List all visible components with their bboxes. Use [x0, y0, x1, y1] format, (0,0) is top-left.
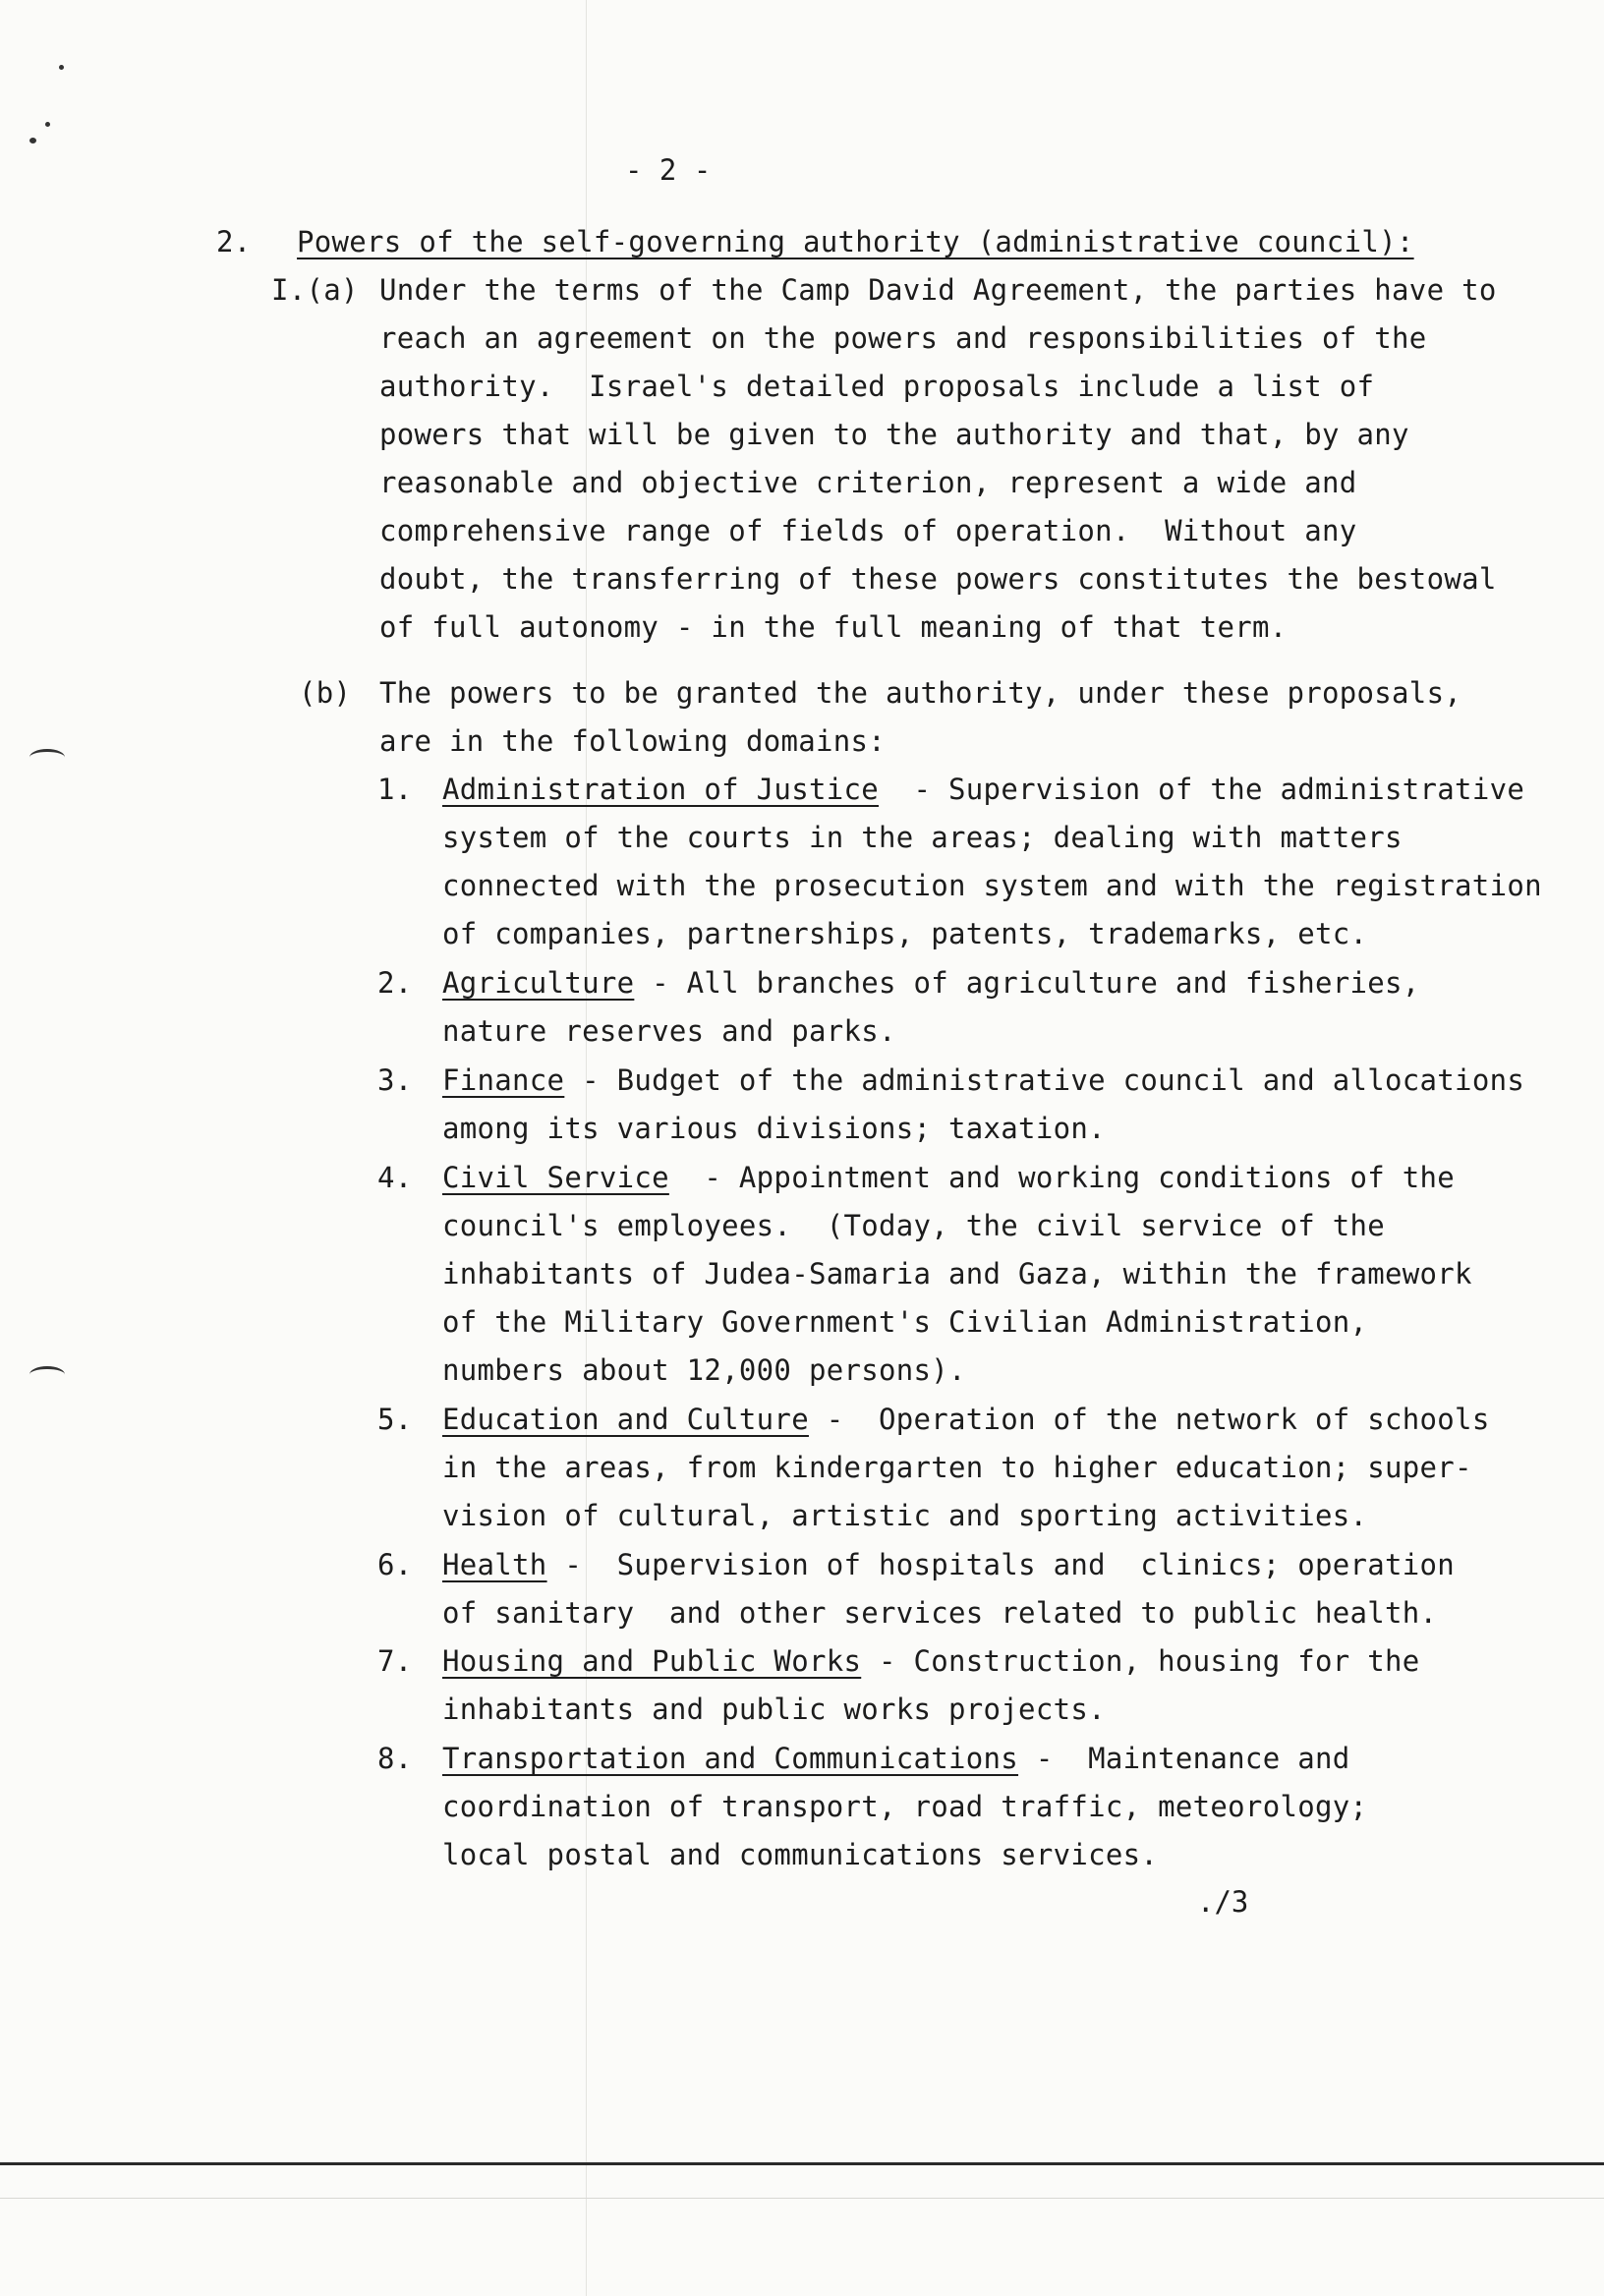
para-a-line: of full autonomy - in the full meaning of that term. — [379, 610, 1288, 644]
page-bottom-rule — [0, 2162, 1604, 2165]
domain-line: of companies, partnerships, patents, trademarks, etc. — [442, 917, 1368, 950]
para-a-line: Under the terms of the Camp David Agreement, the parties have to — [379, 273, 1497, 307]
domain-desc: - All branches of agriculture and fisheries, — [634, 966, 1420, 1000]
domain-desc: - Maintenance and — [1018, 1742, 1350, 1775]
scan-speck — [29, 138, 36, 144]
domain-number: 1. — [377, 773, 413, 806]
domain-number: 4. — [377, 1161, 413, 1194]
section-number: 2. — [216, 225, 252, 258]
domain-title: Education and Culture — [442, 1403, 809, 1436]
page-bottom-rule-faint — [0, 2198, 1604, 2199]
domain-desc: - Budget of the administrative council and allocations — [564, 1063, 1525, 1097]
domain-line — [442, 1637, 1420, 1686]
domain-line: coordination of transport, road traffic, meteorology; — [442, 1790, 1368, 1823]
domain-line: nature reserves and parks. — [442, 1014, 896, 1048]
domain-line — [442, 1396, 1490, 1444]
domain-number: 8. — [377, 1742, 413, 1775]
domain-line — [442, 1541, 1455, 1589]
domain-desc: - Supervision of hospitals and clinics; operation — [546, 1548, 1456, 1581]
domain-line: numbers about 12,000 persons). — [442, 1353, 966, 1387]
scan-speck — [45, 122, 50, 127]
domain-title: Agriculture — [442, 966, 635, 1000]
domain-line — [442, 1735, 1350, 1783]
domain-title: Health — [442, 1548, 547, 1581]
para-a-label: I.(a) — [271, 273, 359, 307]
para-b-line: The powers to be granted the authority, under these proposals, — [379, 676, 1462, 710]
domain-line: connected with the prosecution system and with the registration — [442, 869, 1542, 902]
domain-title: Transportation and Communications — [442, 1742, 1019, 1775]
domain-title: Housing and Public Works — [442, 1644, 862, 1678]
domain-desc: - Operation of the network of schools — [808, 1403, 1490, 1436]
domain-line — [442, 959, 1420, 1007]
para-a-line: authority. Israel's detailed proposals include a list of — [379, 370, 1375, 403]
domain-line: inhabitants and public works projects. — [442, 1693, 1106, 1726]
para-a-line: powers that will be given to the authority and that, by any — [379, 418, 1409, 451]
continuation-marker: ./3 — [1197, 1885, 1249, 1919]
para-a-line: doubt, the transferring of these powers constitutes the bestowal — [379, 562, 1497, 596]
domain-number: 7. — [377, 1644, 413, 1678]
domain-desc: - Supervision of the administrative — [879, 773, 1525, 806]
domain-line — [442, 1057, 1524, 1105]
domain-desc: - Construction, housing for the — [861, 1644, 1420, 1678]
section-heading: Powers of the self-governing authority (administrative council): — [297, 225, 1414, 258]
domain-line: system of the courts in the areas; dealing with matters — [442, 821, 1403, 854]
domain-line: local postal and communications services. — [442, 1838, 1159, 1871]
hole-punch-mark — [29, 749, 65, 766]
para-a-line: reach an agreement on the powers and responsibilities of the — [379, 321, 1427, 355]
domain-title: Administration of Justice — [442, 773, 879, 806]
domain-desc: - Appointment and working conditions of the — [668, 1161, 1456, 1194]
domain-title: Civil Service — [442, 1161, 669, 1194]
domain-number: 2. — [377, 966, 413, 1000]
page-number: - 2 - — [625, 153, 712, 187]
domain-line: in the areas, from kindergarten to higher education; super- — [442, 1451, 1472, 1484]
domain-line — [442, 1154, 1455, 1202]
domain-number: 5. — [377, 1403, 413, 1436]
para-b-label: (b) — [299, 676, 352, 710]
domain-number: 6. — [377, 1548, 413, 1581]
scan-speck — [59, 65, 64, 70]
domain-line: inhabitants of Judea-Samaria and Gaza, within the framework — [442, 1257, 1472, 1291]
para-a-line: reasonable and objective criterion, represent a wide and — [379, 466, 1357, 499]
domain-line: vision of cultural, artistic and sporting activities. — [442, 1499, 1368, 1532]
para-b-line: are in the following domains: — [379, 724, 887, 758]
domain-line: of sanitary and other services related to public health. — [442, 1596, 1438, 1630]
domain-line — [442, 766, 1524, 814]
domain-line: among its various divisions; taxation. — [442, 1112, 1106, 1145]
domain-title: Finance — [442, 1063, 565, 1097]
domain-line: council's employees. (Today, the civil service of the — [442, 1209, 1386, 1242]
hole-punch-mark — [29, 1366, 65, 1383]
para-a-line: comprehensive range of fields of operation. Without any — [379, 514, 1357, 547]
domain-line: of the Military Government's Civilian Administration, — [442, 1305, 1368, 1339]
domain-number: 3. — [377, 1063, 413, 1097]
